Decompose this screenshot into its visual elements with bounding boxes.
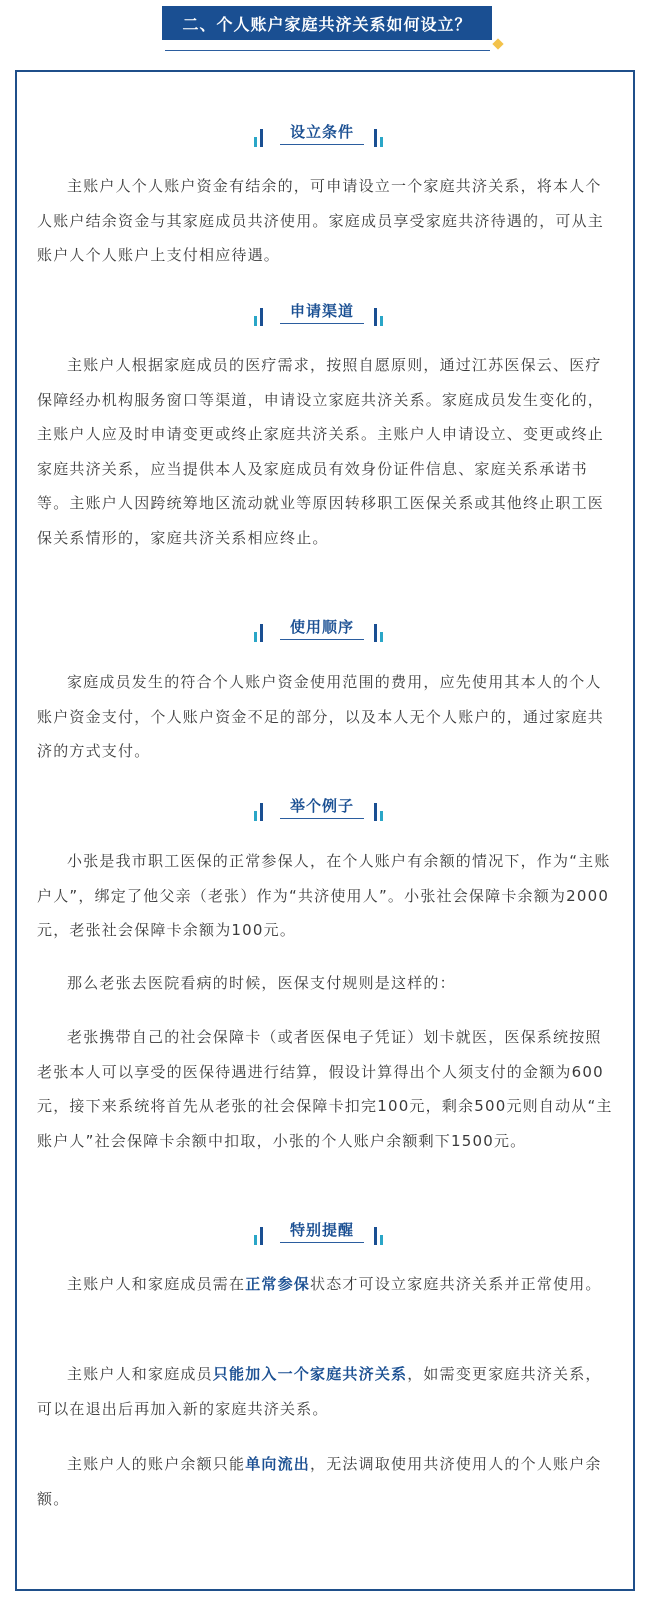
bars-icon (254, 308, 268, 326)
reminder-text: 主账户人和家庭成员需在 (67, 1275, 246, 1293)
reminder-paragraph (37, 1267, 617, 1302)
bars-icon (374, 1227, 388, 1245)
heading-conditions (0, 121, 657, 161)
reminder-emphasis: 只能加入一个家庭共济关系 (212, 1365, 408, 1383)
heading-label: 申请渠道 (289, 302, 354, 320)
paragraph: 主账户人根据家庭成员的医疗需求，按照自愿原则，通过江苏医保云、医疗保障经办机构服务窗口等渠道，申请设立家庭共济关系。家庭成员发生变化的，主账户人应及时申请变更或终止家庭共济关系。主账户人申请设立、变更或终止家庭共济关系，应当提供本人及家庭成员有效身份证件信息、家庭关系承诺书等。主账户人因跨统筹地区流动就业等原因转移职工医保关系或其他终止职工医保关系情形的，家庭共济关系相应终止。 (37, 356, 605, 547)
paragraph: 老张携带自己的社会保障卡（或者医保电子凭证）划卡就医，医保系统按照老张本人可以享受的医保待遇进行结算，假设计算得出个人须支付的金额为600元，接下来系统将首先从老张的社会保障卡扣完100元，剩余500元则自动从“主账户人”社会保障卡余额中扣取，小张的个人账户余额剩下1500元。 (37, 1028, 613, 1150)
heading-label: 设立条件 (289, 123, 354, 141)
paragraph: 家庭成员发生的符合个人账户资金使用范围的费用，应先使用其本人的个人账户资金支付，个人账户资金不足的部分，以及本人无个人账户的，通过家庭共济的方式支付。 (37, 673, 605, 761)
bars-icon (374, 803, 388, 821)
reminder-text: ，无法调取使用共济使用人的个人账户余额。 (37, 1455, 602, 1508)
bars-icon (254, 1227, 268, 1245)
paragraph: 小张是我市职工医保的正常参保人，在个人账户有余额的情况下，作为“主账户人”，绑定了他父亲（老张）作为“共济使用人”。小张社会保障卡余额为2000元，老张社会保障卡余额为100元。 (37, 852, 611, 940)
reminder-text: 主账户人和家庭成员 (67, 1365, 213, 1383)
heading-reminder (0, 1219, 657, 1259)
bars-icon (374, 308, 388, 326)
heading-underline (280, 639, 364, 640)
heading-underline (280, 323, 364, 324)
reminder-emphasis: 正常参保 (245, 1275, 311, 1293)
bars-icon (374, 129, 388, 147)
section-title: 二、个人账户家庭共济关系如何设立？ (162, 6, 492, 40)
heading-order (0, 616, 657, 656)
bars-icon (254, 129, 268, 147)
reminder-text: 状态才可设立家庭共济关系并正常使用。 (310, 1275, 602, 1293)
reminder-paragraph (37, 1447, 617, 1516)
heading-underline (280, 818, 364, 819)
paragraph: 那么老张去医院看病的时候，医保支付规则是这样的： (67, 974, 456, 992)
heading-underline (280, 144, 364, 145)
heading-channels (0, 300, 657, 340)
heading-underline (280, 1242, 364, 1243)
heading-label: 举个例子 (289, 797, 354, 815)
bars-icon (254, 803, 268, 821)
heading-label: 使用顺序 (289, 618, 354, 636)
diamond-icon (492, 38, 503, 49)
reminder-text: 主账户人的账户余额只能 (67, 1455, 246, 1473)
heading-example (0, 795, 657, 835)
reminder-text: ，如需变更家庭共济关系，可以在退出后再加入新的家庭共济关系。 (37, 1365, 602, 1418)
reminder-emphasis: 单向流出 (245, 1455, 311, 1473)
bars-icon (254, 624, 268, 642)
bars-icon (374, 624, 388, 642)
heading-label: 特别提醒 (289, 1221, 354, 1239)
reminder-paragraph (37, 1357, 617, 1426)
paragraph: 主账户人个人账户资金有结余的，可申请设立一个家庭共济关系，将本人个人账户结余资金与其家庭成员共济使用。家庭成员享受家庭共济待遇的，可从主账户人个人账户上支付相应待遇。 (37, 177, 605, 265)
title-underline (165, 50, 490, 51)
